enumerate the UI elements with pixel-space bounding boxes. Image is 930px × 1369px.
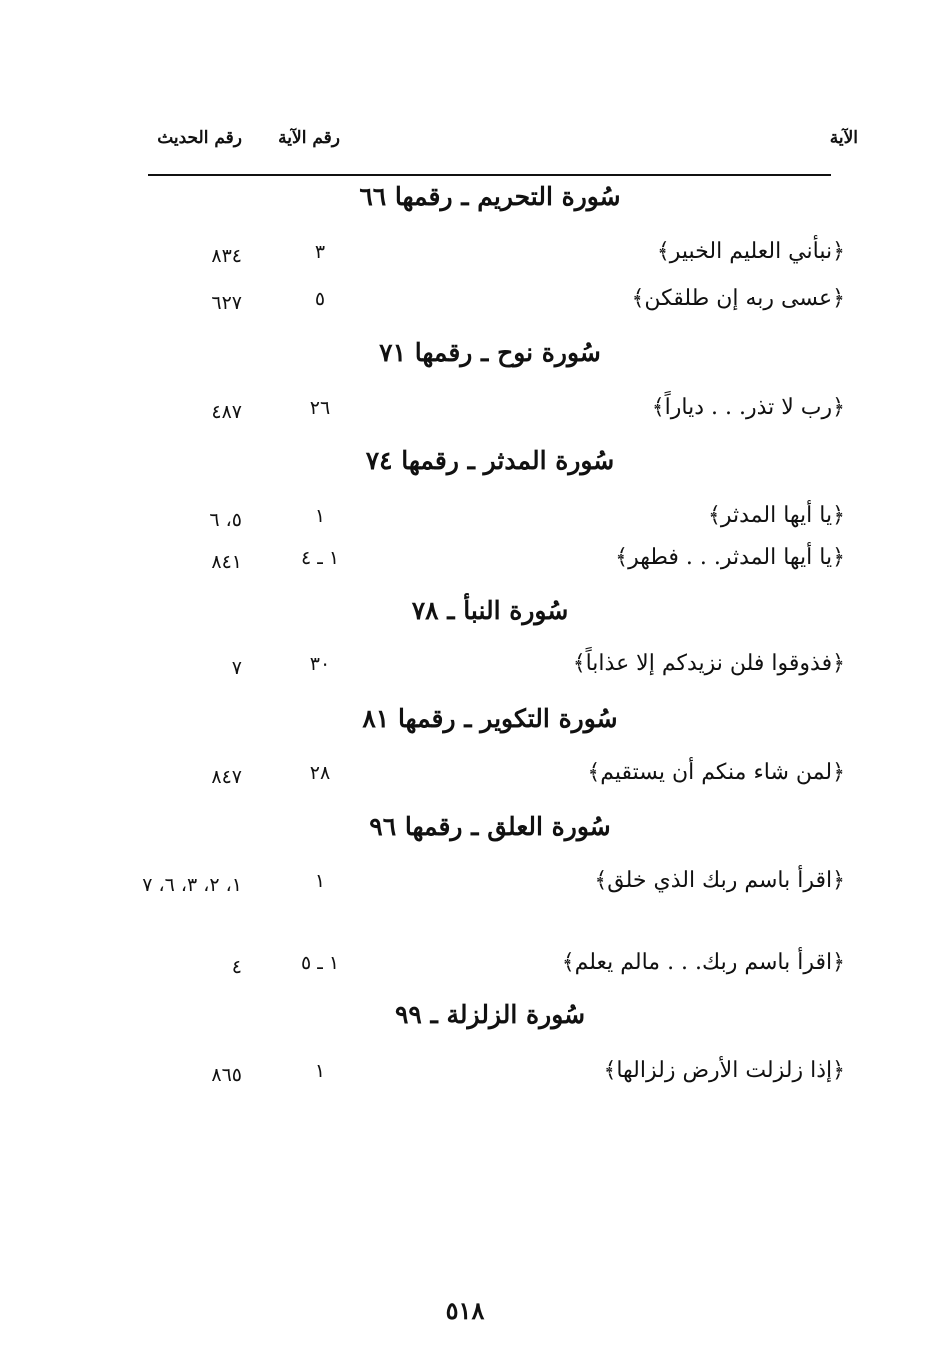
column-header-ayah-number: رقم الآية xyxy=(278,128,340,148)
hadith-number: ٧ xyxy=(231,657,242,679)
table-row xyxy=(130,1058,845,1098)
table-row xyxy=(130,651,845,691)
ayah-number: ١ xyxy=(314,1060,326,1082)
table-row xyxy=(130,239,845,279)
column-header-ayah: الآية xyxy=(829,128,858,148)
table-row xyxy=(130,395,845,435)
ayah-number: ١ xyxy=(314,505,326,527)
hadith-number: ٨٦٥ xyxy=(211,1064,242,1086)
table-row xyxy=(130,868,845,928)
surah-heading: سُورة نوح ـ رقمها ٧١ xyxy=(379,338,601,367)
ayah-text: ﴿عسى ربه إن طلقكن﴾ xyxy=(631,286,845,311)
surah-heading: سُورة النبأ ـ ٧٨ xyxy=(411,596,569,625)
table-row xyxy=(130,760,845,800)
ayah-number: ٢٨ xyxy=(309,762,331,784)
surah-heading: سُورة التحريم ـ رقمها ٦٦ xyxy=(359,182,621,211)
hadith-number: ٨٤١ xyxy=(211,551,242,573)
surah-heading: سُورة التكوير ـ رقمها ٨١ xyxy=(362,704,618,733)
ayah-number: ١ ـ ٥ xyxy=(300,952,340,974)
ayah-text: ﴿يا أيها المدثر﴾ xyxy=(707,503,845,528)
ayah-text: ﴿لمن شاء منكم أن يستقيم﴾ xyxy=(587,760,845,785)
hadith-number: ٨٤٧ xyxy=(211,766,242,788)
ayah-number: ١ xyxy=(314,870,326,892)
ayah-number: ٥ xyxy=(314,288,326,310)
ayah-number: ٣ xyxy=(314,241,326,263)
ayah-text: ﴿يا أيها المدثر. . . فطهر﴾ xyxy=(615,545,845,570)
ayah-number: ٣٠ xyxy=(309,653,331,675)
page-number: ٥١٨ xyxy=(445,1296,485,1325)
hadith-number: ٤٨٧ xyxy=(211,401,242,423)
hadith-number: ٦٢٧ xyxy=(211,292,242,314)
table-row xyxy=(130,950,845,990)
ayah-number: ٢٦ xyxy=(309,397,331,419)
ayah-text: ﴿نبأني العليم الخبير﴾ xyxy=(656,239,845,264)
hadith-number: ٥، ٦ xyxy=(209,509,242,531)
ayah-text: ﴿إذا زلزلت الأرض زلزالها﴾ xyxy=(603,1058,845,1083)
hadith-number: ٤ xyxy=(231,956,242,978)
table-row xyxy=(130,545,845,585)
ayah-text: ﴿فذوقوا فلن نزيدكم إلا عذاباً﴾ xyxy=(572,651,845,676)
hadith-number: ٨٣٤ xyxy=(211,245,242,267)
table-row xyxy=(130,286,845,326)
ayah-text: ﴿اقرأ باسم ربك. . . مالم يعلم﴾ xyxy=(561,950,845,975)
ayah-text: ﴿اقرأ باسم ربك الذي خلق﴾ xyxy=(594,868,845,893)
ayah-number: ١ ـ ٤ xyxy=(300,547,340,569)
surah-heading: سُورة المدثر ـ رقمها ٧٤ xyxy=(365,446,615,475)
table-row xyxy=(130,503,845,543)
ayah-text: ﴿رب لا تذر. . . دياراً﴾ xyxy=(651,395,845,420)
hadith-number: ١، ٢، ٣، ٦، ٧ xyxy=(142,874,242,896)
column-header-hadith-number: رقم الحديث xyxy=(157,128,242,148)
header-divider xyxy=(148,174,831,176)
surah-heading: سُورة العلق ـ رقمها ٩٦ xyxy=(369,812,611,841)
surah-heading: سُورة الزلزلة ـ ٩٩ xyxy=(394,1000,586,1029)
